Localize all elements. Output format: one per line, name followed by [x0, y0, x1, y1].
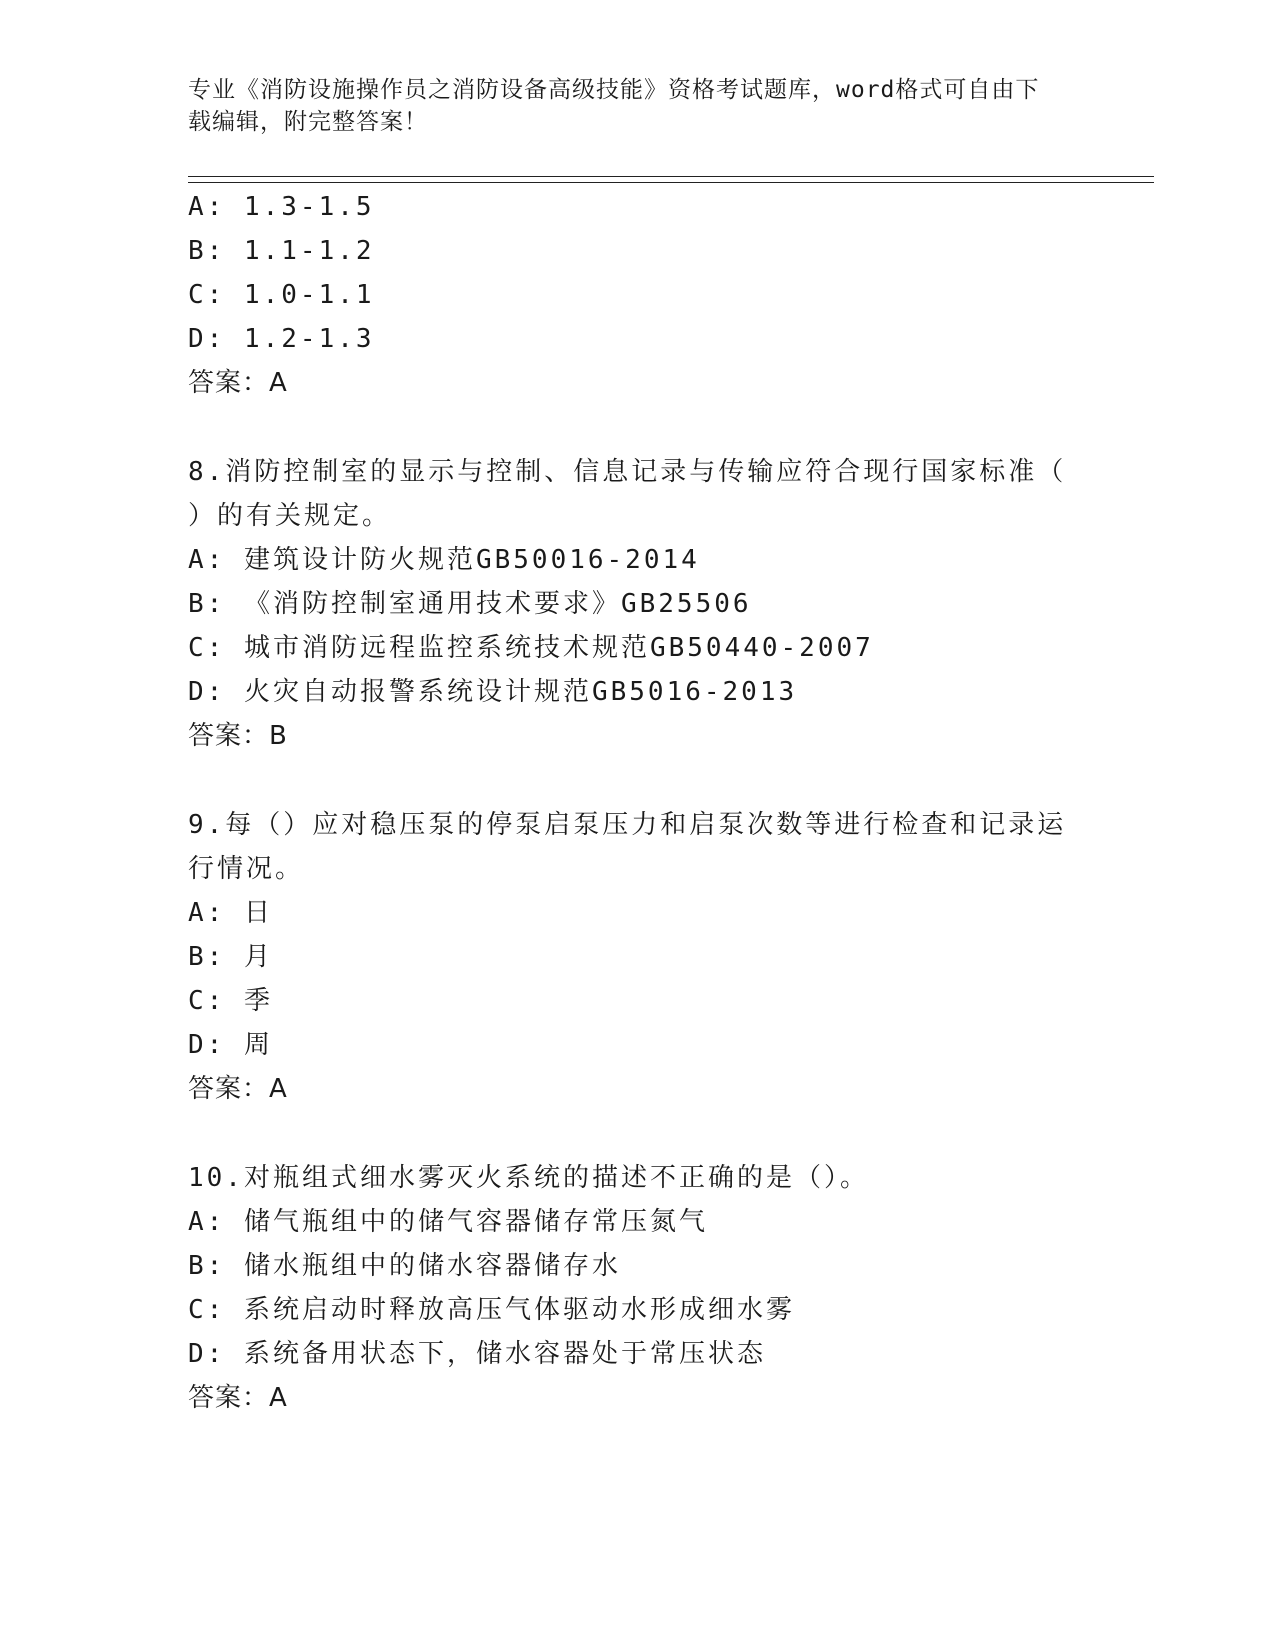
- q7-answer: 答案：A: [188, 368, 288, 398]
- q8-option-d: D: 火灾自动报警系统设计规范GB5016-2013: [188, 677, 798, 707]
- q8-stem-line-1: 8.消防控制室的显示与控制、信息记录与传输应符合现行国家标准（: [188, 457, 1067, 487]
- q7-option-c: C: 1.0-1.1: [188, 280, 375, 310]
- q9-stem-line-1: 9.每（）应对稳压泵的停泵启泵压力和启泵次数等进行检查和记录运: [188, 810, 1067, 840]
- q9-option-a: A: 日: [188, 898, 273, 928]
- header-divider-top: [188, 176, 1154, 177]
- document-header: [188, 74, 1068, 138]
- header-line-2: 载编辑，附完整答案！: [188, 109, 428, 135]
- q8-answer: 答案：B: [188, 721, 288, 751]
- q10-option-c: C: 系统启动时释放高压气体驱动水形成细水雾: [188, 1295, 795, 1325]
- q8-option-c: C: 城市消防远程监控系统技术规范GB50440-2007: [188, 633, 874, 663]
- q7-option-b: B: 1.1-1.2: [188, 236, 375, 266]
- q10-stem: 10.对瓶组式细水雾灭火系统的描述不正确的是（）。: [188, 1163, 869, 1193]
- q10-option-b: B: 储水瓶组中的储水容器储存水: [188, 1251, 621, 1281]
- q9-option-d: D: 周: [188, 1030, 273, 1060]
- q10-option-a: A: 储气瓶组中的储气容器储存常压氮气: [188, 1207, 708, 1237]
- q10-answer: 答案：A: [188, 1383, 288, 1413]
- q8-stem-line-2: ）的有关规定。: [188, 501, 392, 531]
- q9-answer: 答案：A: [188, 1074, 288, 1104]
- header-line-1: 专业《消防设施操作员之消防设备高级技能》资格考试题库，word格式可自由下: [188, 77, 1040, 103]
- q9-option-b: B: 月: [188, 942, 273, 972]
- q10-option-d: D: 系统备用状态下，储水容器处于常压状态: [188, 1339, 766, 1369]
- q8-option-b: B: 《消防控制室通用技术要求》GB25506: [188, 589, 752, 619]
- q9-option-c: C: 季: [188, 986, 273, 1016]
- q7-option-d: D: 1.2-1.3: [188, 324, 375, 354]
- q8-option-a: A: 建筑设计防火规范GB50016-2014: [188, 545, 700, 575]
- header-divider-bottom: [188, 182, 1154, 183]
- q7-option-a: A: 1.3-1.5: [188, 192, 375, 222]
- q9-stem-line-2: 行情况。: [188, 854, 305, 884]
